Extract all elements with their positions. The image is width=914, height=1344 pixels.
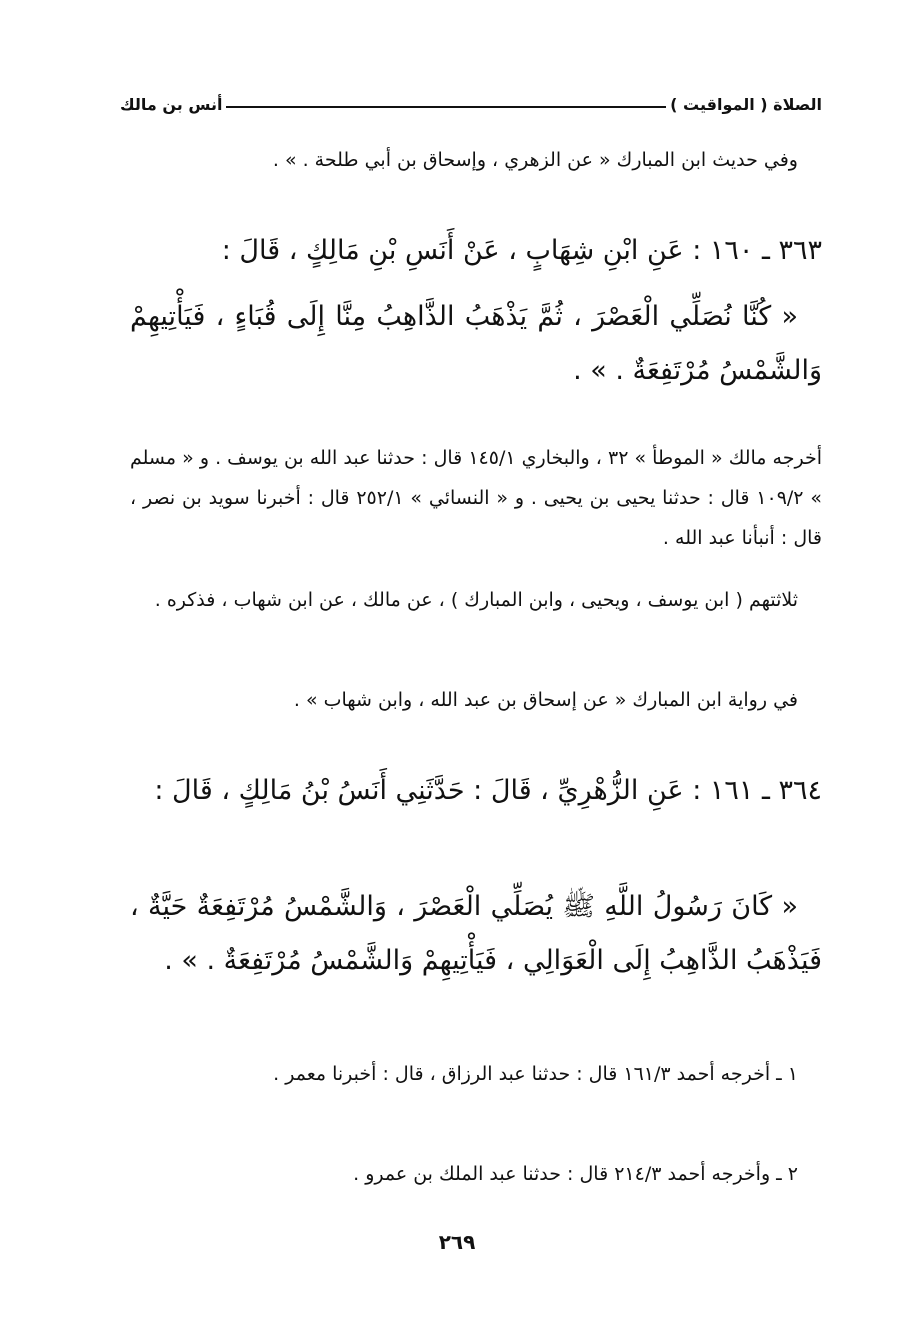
takhrij-364-1: ١ ـ أخرجه أحمد ١٦١/٣ قال : حدثنا عبد الرزاق ، قال : أخبرنا معمر . [273,1063,798,1085]
hadith-363-matn: « كُنَّا نُصَلِّي الْعَصْرَ ، ثُمَّ يَذْهَبُ الذَّاهِبُ مِنَّا إِلَى قُبَاءٍ ، فَيَأْتِيهِمْ وَالشَّمْسُ مُرْتَفِعَةٌ . » . [130,301,822,386]
takhrij-363: أخرجه مالك « الموطأ » ٣٢ ، والبخاري ١٤٥/١ قال : حدثنا عبد الله بن يوسف . و « مسلم » ١٠٩/٢ قال : حدثنا يحيى بن يحيى . و « النسائي » ٢٥٢/١ قال : أخبرنا سويد بن نصر ، قال : أنبأنا عبد الله . [130,447,822,549]
hadith-364-matn: « كَانَ رَسُولُ اللَّهِ ﷺ يُصَلِّي الْعَصْرَ ، وَالشَّمْسُ مُرْتَفِعَةٌ حَيَّةٌ ، فَيَذْهَبُ الذَّاهِبُ إِلَى الْعَوَالِي ، فَيَأْتِيهِمْ وَالشَّمْسُ مُرْتَفِعَةٌ . » . [130,891,822,976]
header-narrator: أنس بن مالك [120,95,223,114]
takhrij-364-2: ٢ ـ وأخرجه أحمد ٢١٤/٣ قال : حدثنا عبد الملك بن عمرو . [353,1163,798,1185]
riwaya-note: في رواية ابن المبارك « عن إسحاق بن عبد الله ، وابن شهاب » . [293,689,798,711]
hadith-363-intro: ٣٦٣ ـ ١٦٠ : عَنِ ابْنِ شِهَابٍ ، عَنْ أَنَسِ بْنِ مَالِكٍ ، قَالَ : [221,235,822,266]
hadith-364-intro: ٣٦٤ ـ ١٦١ : عَنِ الزُّهْرِيِّ ، قَالَ : حَدَّثَنِي أَنَسُ بْنُ مَالِكٍ ، قَالَ : [154,775,822,806]
header-rule [226,106,666,108]
running-header [120,88,822,114]
top-note: وفي حديث ابن المبارك « عن الزهري ، وإسحاق بن أبي طلحة . » . [272,149,798,171]
page-number: ٢٦٩ [438,1230,476,1254]
header-chapter: الصلاة ( المواقيت ) [670,95,822,114]
thalathatuhum: ثلاثتهم ( ابن يوسف ، ويحيى ، وابن المبارك ) ، عن مالك ، عن ابن شهاب ، فذكره . [154,589,798,611]
